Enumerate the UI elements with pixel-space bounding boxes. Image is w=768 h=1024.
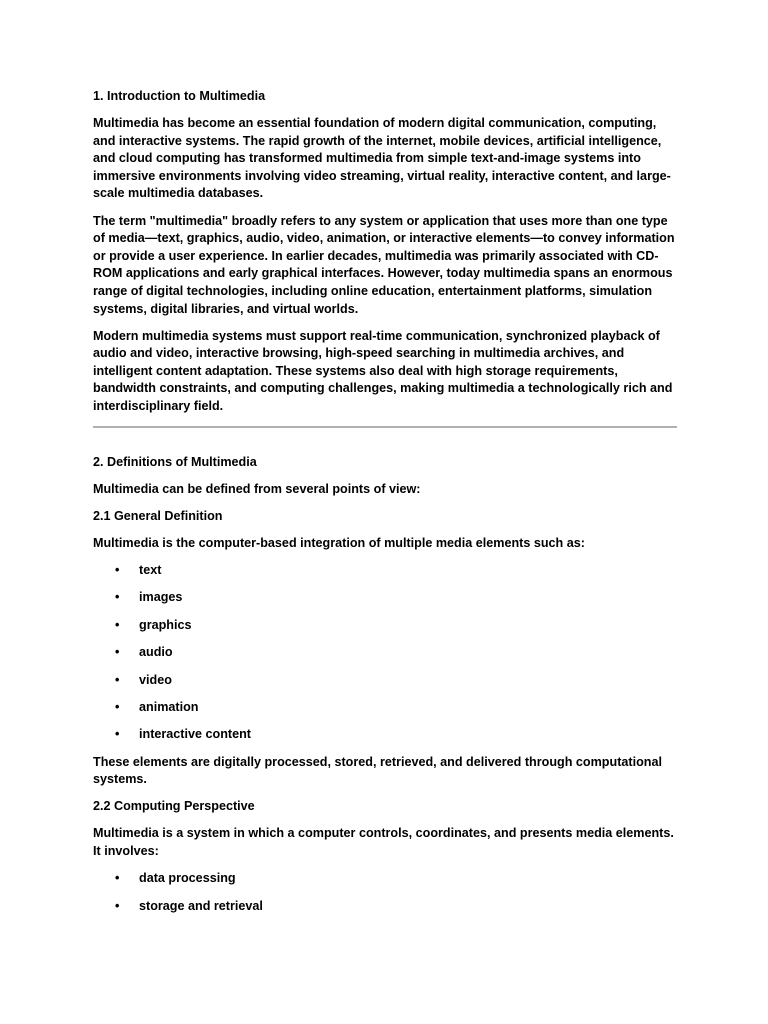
document-page: [93, 88, 677, 925]
bullet-icon: •: [115, 699, 120, 714]
bullet-icon: •: [115, 590, 120, 605]
subsection-2-1-closing: These elements are digitally processed, stored, retrieved, and delivered through computational systems.: [93, 754, 662, 787]
list-item: [93, 589, 677, 607]
bullet-icon: •: [115, 672, 120, 687]
list-item: [93, 562, 677, 580]
section-1-paragraph-2: The term "multimedia" broadly refers to any system or application that uses more than one type of media—text, graphics, audio, video, animation, or interactive elements—to convey information or provide a user experience. In earlier decades, multimedia was primarily associated with CD-ROM applications and early graphical interfaces. However, today multimedia spans an enormous range of digital technologies, including online education, entertainment platforms, simulation systems, digital libraries, and virtual worlds.: [93, 213, 675, 316]
bullet-icon: •: [115, 898, 120, 913]
subsection-2-2-intro: Multimedia is a system in which a computer controls, coordinates, and presents media elements. It involves:: [93, 826, 674, 859]
list-item: [93, 617, 677, 635]
list-item-text: data processing: [139, 871, 236, 886]
list-item: [93, 644, 677, 662]
media-elements-list: [93, 562, 677, 744]
list-item: [93, 870, 677, 888]
subsection-2-1-heading: 2.1 General Definition: [93, 508, 223, 523]
section-2-intro: Multimedia can be defined from several points of view:: [93, 481, 421, 496]
section-1-heading: 1. Introduction to Multimedia: [93, 89, 266, 103]
list-item-text: text: [139, 562, 162, 577]
list-item: [93, 898, 677, 916]
bullet-icon: •: [115, 562, 120, 577]
section-1-paragraph-1: Multimedia has become an essential foundation of modern digital communication, computing, and interactive systems. The rapid growth of the internet, mobile devices, artificial intelligence, and cloud computing has transformed multimedia from simple text-and-image systems into immersive environments involving video streaming, virtual reality, interactive content, and large-scale multimedia databases.: [93, 116, 671, 201]
list-item-text: animation: [139, 699, 199, 714]
section-1-paragraph-3: Modern multimedia systems must support real-time communication, synchronized playback of audio and video, interactive browsing, high-speed searching in multimedia archives, and intelligent content adaptation. These systems also deal with high storage requirements, bandwidth constraints, and computing challenges, making multimedia a technologically rich and interdisciplinary field.: [93, 328, 673, 413]
list-item-text: storage and retrieval: [139, 898, 263, 913]
list-item-text: video: [139, 672, 172, 687]
list-item-text: interactive content: [139, 727, 251, 742]
section-2-heading: 2. Definitions of Multimedia: [93, 454, 257, 469]
bullet-icon: •: [115, 871, 120, 886]
list-item-text: graphics: [139, 617, 192, 632]
subsection-2-1-intro: Multimedia is the computer-based integration of multiple media elements such as:: [93, 535, 585, 550]
list-item-text: images: [139, 590, 183, 605]
list-item-text: audio: [139, 645, 173, 660]
list-item: [93, 726, 677, 744]
bullet-icon: •: [115, 645, 120, 660]
subsection-2-2-heading: 2.2 Computing Perspective: [93, 799, 255, 814]
section-divider: [93, 426, 677, 428]
bullet-icon: •: [115, 617, 120, 632]
list-item: [93, 699, 677, 717]
bullet-icon: •: [115, 727, 120, 742]
computing-aspects-list: [93, 870, 677, 915]
list-item: [93, 672, 677, 690]
